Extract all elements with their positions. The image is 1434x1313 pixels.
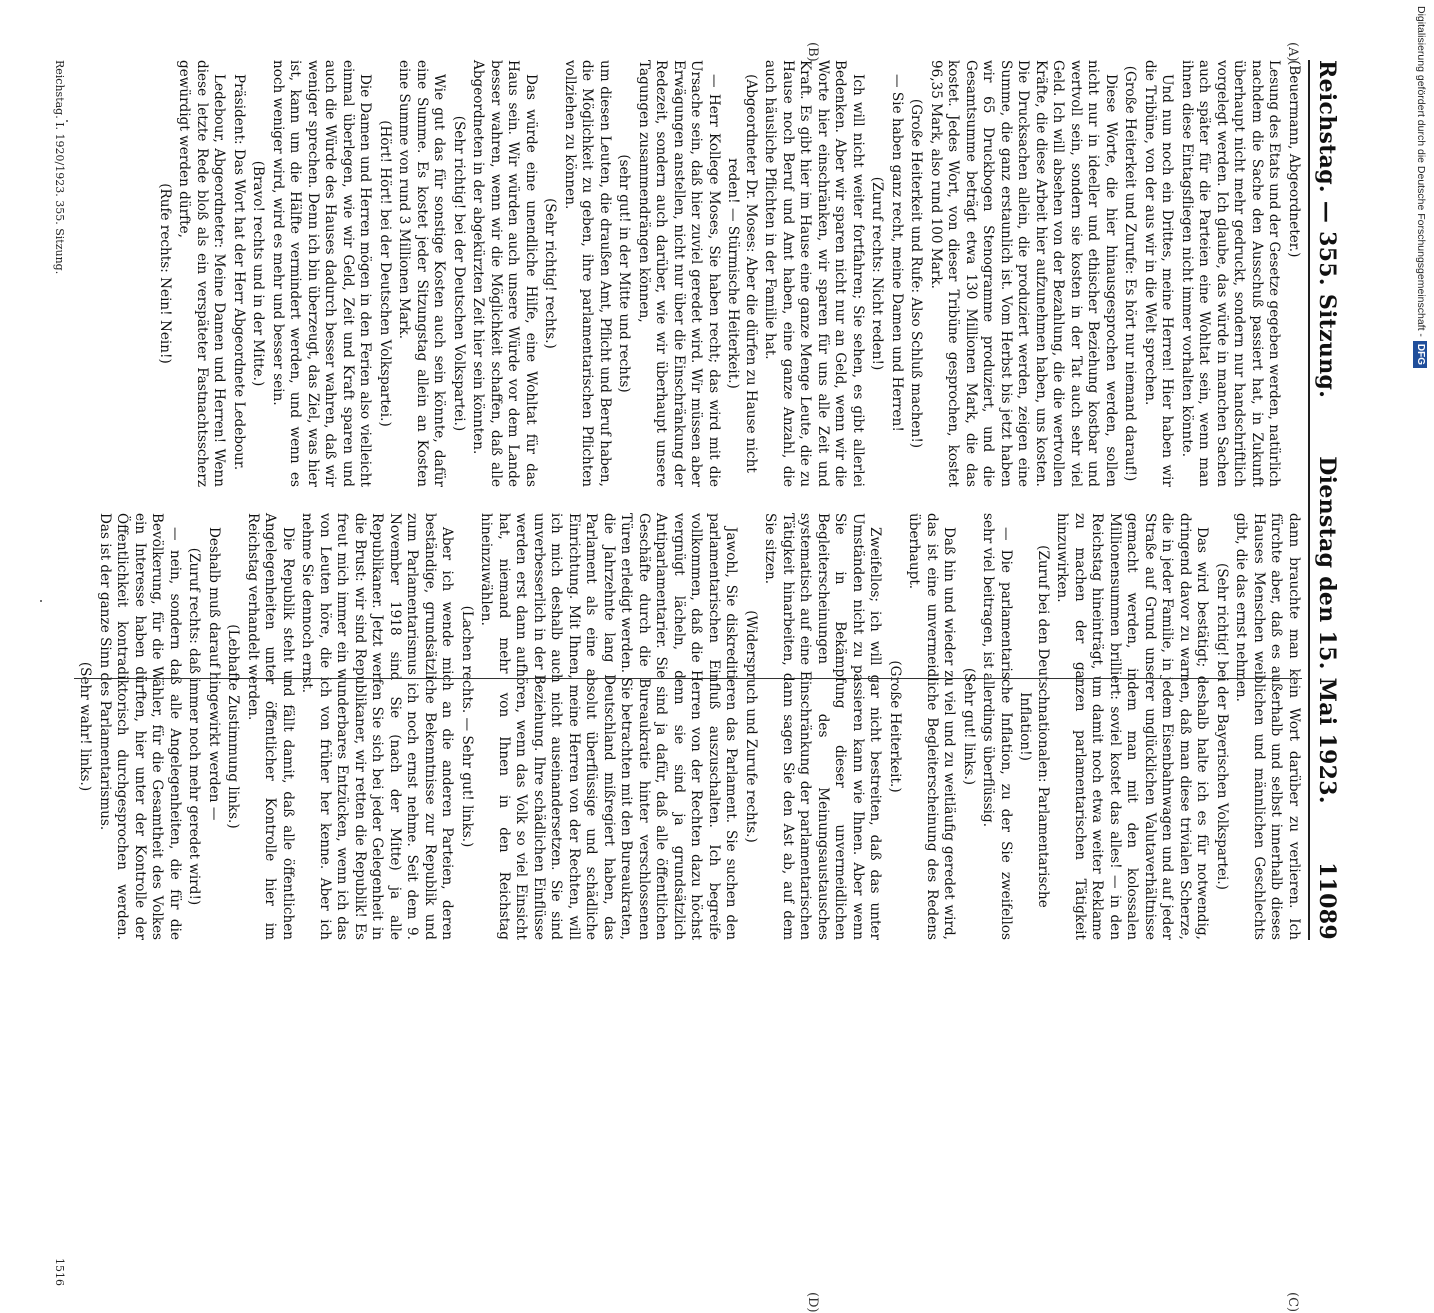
paragraph: Die Republik steht und fällt damit, daß alle öffentlichen Angelegenheiten unter öffentlicher Kontrolle hier im Reichstag verhandelt werden. xyxy=(245,513,296,940)
paragraph: dann brauchte man kein Wort darüber zu verlieren. Ich fürchte aber, daß es außerhalb und selbst innerhalb dieses Hauses Menschen weiblichen und männlichen Geschlechts gibt, die das ernst nehmen. xyxy=(1233,513,1302,940)
page-footer xyxy=(53,60,74,1286)
paragraph: (Bravo! rechts und in der Mitte.) xyxy=(250,160,267,387)
footer-right: 1516 xyxy=(53,1258,66,1286)
paragraph: (Rufe rechts: Nein! Nein!) xyxy=(157,183,173,364)
paragraph: Wie gut das für sonstige Kosten auch sein könnte, dafür eine Summe. Es kostet jeder Sitzungstag allein an Kosten eine Summe von rund 3 Millionen Mark. xyxy=(396,60,448,487)
header-date: Dienstag den 15. Mai 1923. xyxy=(1314,456,1340,804)
left-column xyxy=(74,60,1302,487)
paragraph: — Die parlamentarische Inflation, zu der Sie zweifellos sehr viel beitragen, ist allerdings überflüssig. xyxy=(980,513,1014,940)
margin-letter-a: (A) xyxy=(1285,42,1300,62)
paragraph: (Große Heiterkeit und Zurufe: Es hört nur niemand darauf!) xyxy=(1122,65,1139,482)
right-column xyxy=(74,513,1302,940)
paragraph: (Abgeordneter Dr. Moses: Aber die dürfen zu Hause nicht reden! — Stürmische Heiterkeit.) xyxy=(725,74,759,473)
paragraph: Ledebour, Abgeordneter: Meine Damen und Herren! Wenn diese letzte Rede bloß als ein verspäteter Fastnachtsscherz gewürdigt werden dürfte, xyxy=(176,60,228,487)
paragraph: Das würde eine unendliche Hilfe, eine Wohltat für das Haus sein. Wir würden auch unsere Würde vor dem Lande besser wahren, wenn wir die Möglichkeit schaffen, daß alle Abgeordneten in der abgekürzten Zeit hier sein könnten. xyxy=(470,60,539,487)
dfg-funding-note xyxy=(1414,6,1428,986)
paragraph: (Widerspruch und Zurufe rechts.) xyxy=(743,610,759,843)
margin-letter-d: (D) xyxy=(805,1292,820,1313)
paragraph: — nein, sondern daß alle Angelegenheiten, die für die Bevölkerung, für die Wähler, für die Gesamtheit des Volkes ein Interesse haben dürften, hier unter der Kontrolle der Öffentlichkeit kontradiktorisch durchgesprochen werden. Das ist der ganze Sinn des Parlamentarismus. xyxy=(97,513,183,940)
paragraph: Ich will nicht weiter fortfahren; Sie sehen, es gibt allerlei Bedenken. Aber wir sparen nicht nur an Geld, wenn wir die Worte hier einschränken, wir sparen für uns alle Zeit und Kraft. Es gibt hier im Hause eine ganze Menge Leute, die zu Hause noch Beruf und Amt haben, eine ganze Anzahl, die auch häusliche Pflichten in der Familie hat. xyxy=(762,60,866,487)
paragraph: (Zuruf rechts: daß immer noch mehr geredet wird!) xyxy=(186,547,203,906)
scan-speck xyxy=(40,600,42,602)
two-column-body xyxy=(74,60,1302,940)
paragraph: Zweifellos; ich will gar nicht bestreiten, daß das unter Umständen nicht zu passieren kann wie Ihnen. Aber wenn Sie in Bekämpfung dieser unvermeidlichen Begleiterscheinungen des Meinungsaustausches systematisch auf eine Einschränkung der parlamentarischen Tätigkeit hinarbeiten, dann sagen Sie den Ast ab, auf dem Sie sitzen. xyxy=(762,513,884,940)
paragraph: — Sie haben ganz recht, meine Damen und Herren! xyxy=(889,74,905,432)
paragraph: (Zuruf rechts: Nicht reden!) xyxy=(869,176,886,371)
paragraph: um diesen Leuten, die draußen Amt, Pflicht und Beruf haben, die Möglichkeit zu geben, ihre parlamentarischen Pflichten vollziehen zu können. xyxy=(562,60,613,487)
margin-letter-c: (C) xyxy=(1285,1292,1300,1313)
paragraph: (Große Heiterkeit.) xyxy=(887,660,903,793)
paragraph: Präsident: Das Wort hat der Herr Abgeordnete Ledebour. xyxy=(231,74,247,471)
paragraph: (Lachen rechts. — Sehr gut! links.) xyxy=(459,605,475,848)
paragraph: (Sehr gut! links.) xyxy=(961,667,977,786)
paragraph: Deshalb muß darauf hingewirkt werden — xyxy=(206,527,222,821)
rotated-content xyxy=(40,42,1340,1313)
page-header xyxy=(1308,60,1340,940)
paragraph: (Hört! Hört! bei der Deutschen Volkspartei.) xyxy=(377,120,393,427)
paragraph: Jawohl, Sie diskreditieren das Parlament. Sie suchen den parlamentarischen Einfluß auszuschalten. Ich begreife vollkommen, daß die Herren von der Rechten dazu höchst vergnügt lächeln, denn sie sind ja grundsätzlich Antiparlamentarier. Sie sind ja dafür, daß alle öffentlichen Geschäfte durch die Bureaukratie hinter verschlossenen Türen erledigt werden. Sie betrachten mit den Bureaukraten, die Jahrzehnte lang Deutschland mißregiert haben, das Parlament als eine absolut überflüssige und schädliche Einrichtung. Mit Ihnen, meine Herren von der Rechten, will ich mich deshalb auch nicht auseinandersetzen. Sie sind unverbesserlich in der Beziehung. Ihre schädlichen Einflüsse werden erst dann aufhören, wenn das Volk so viel Einsicht hat, niemand mehr von Ihnen in den Reichstag hineinzuwählen. xyxy=(478,513,740,940)
page-number: 11089 xyxy=(1314,861,1340,940)
paragraph: Das wird bestätigt; deshalb halte ich es für notwendig, dringend davor zu warnen, daß man diese trivialen Scherze, die in jeder Familie, in jedem Eisenbahnwagen und auf jeder Straße auf Grund unserer unglücklichen Valutaverhältnisse gemacht werden, indem man mit den kolossalen Millionensummen brilliert: soviel kostet das alles! — in den Reichstag hineinträgt, um damit noch etwa weiter Reklame zu machen der ganzen parlamentarischen Tätigkeit hinzuwirken. xyxy=(1054,513,1211,940)
paragraph: (Sehr richtig! bei der Deutschen Volkspartei.) xyxy=(451,115,467,432)
dfg-text: Digitalisierung gefördert durch die Deutsche Forschungsgemeinschaft - xyxy=(1415,6,1427,337)
paragraph: Diese Worte, die hier hinausgesprochen werden, sollen nicht nur in ideeller und ethischer Beziehung kostbar und wertvoll sein, sondern sie kosten in der Tat auch sehr viel Geld. Ich will absehen von der Bezahlung, die die wertvollen Kräfte, die diese Arbeit hier aufzunehmen haben, uns kosten. Die Drucksachen allein, die produziert werden, zeigen eine Summe, die ganz erstaunlich ist. Vom Herbst bis jetzt haben wir 65 Druckbogen Stenogramme produziert, und die Gesamtsumme beträgt etwa 130 Millionen Mark, die das kostet. Jedes Wort, von dieser Tribüne gesprochen, kostet 96,35 Mark, also rund 100 Mark. xyxy=(928,60,1119,487)
header-left: Reichstag. — 355. Sitzung. xyxy=(1314,60,1340,399)
paragraph: (Große Heiterkeit und Rufe: Also Schluß machen!) xyxy=(908,98,925,449)
paragraph: Aber ich wende mich an die anderen Parteien, deren beständige, grundsätzliche Bekenntnisse zur Republik und zum Parlamentarismus ich noch ernst nehme. Seit dem 9. November 1918 sind Sie (nach der Mitte) ja alle Republikaner. Jetzt werfen Sie sich bei jeder Gelegenheit in die Brust: wir sind Republikaner, wir retten die Republik! Es freut mich immer ein wunderbares Entzücken, wenn ich das von Leuten höre, die ich von früher her kenne. Aber ich nehme Sie dennoch ernst. xyxy=(299,513,456,940)
paragraph: Daß hin und wieder zu viel und zu weitläufig geredet wird, das ist eine unvermeidliche Begleiterscheinung des Redens überhaupt. xyxy=(906,513,958,940)
paragraph: — Herr Kollege Moses, Sie haben recht; das wird mit die Ursache sein, daß hier zuviel geredet wird. Wir müssen aber Erwägungen anstellen, nicht nur über die Einschränkung der Redezeit, sondern auch darüber, wie wir überhaupt unsere Tagungen zusammendrängen können, xyxy=(636,60,722,487)
paragraph: Die Damen und Herren mögen in den Ferien also vielleicht einmal überlegen, wie wir Geld, Zeit und Kraft sparen und auch die Würde des Hauses dadurch besser wahren, daß wir weniger sprechen. Denn ich bin überzeugt, das Ziel, was hier ist, kann um die Hälfte vermindert werden, und wenn es noch weniger wird, wird es mehr und besser sein. xyxy=(270,60,374,487)
dfg-logo: DFG xyxy=(1413,341,1427,368)
paragraph: (Sehr wahr! links.) xyxy=(77,661,94,792)
paragraph: (Sehr richtig! rechts.) xyxy=(542,198,559,349)
paragraph: (Sehr richtig! bei der Bayerischen Volkspartei.) xyxy=(1214,563,1230,890)
paragraph: (Beuermann, Abgeordneter.) xyxy=(1286,60,1302,258)
paragraph: (Lebhafte Zustimmung links.) xyxy=(225,624,242,829)
paragraph: Und nun noch ein Drittes, meine Herren! Hier haben wir die Tribüne, von der aus wir in die Welt sprechen. xyxy=(1142,60,1176,487)
footer-left: Reichstag. I. 1920/1923. 355. Sitzung. xyxy=(53,60,66,275)
paragraph: (Zuruf bei den Deutschnationalen: Parlamentarische Inflation!) xyxy=(1017,545,1051,908)
column-divider xyxy=(74,678,1302,679)
margin-letter-b: (B) xyxy=(805,42,820,62)
scan-speck xyxy=(66,120,68,122)
paragraph: (sehr gut! in der Mitte und rechts) xyxy=(616,154,633,393)
paragraph: Lesung des Etats und der Gesetze gegeben werden, natürlich nachdem die Sache den Ausschuß passiert hat, in Zukunft überhaupt nicht mehr gedruckt, sondern nur handschriftlich vorgelegt werden. Ich glaube, das würde in manchen Sachen auch später für die Parteien eine Wohltat sein, wenn man ihnen diese Eintagsfliegen nicht immer vorhalten könnte. xyxy=(1179,60,1283,487)
